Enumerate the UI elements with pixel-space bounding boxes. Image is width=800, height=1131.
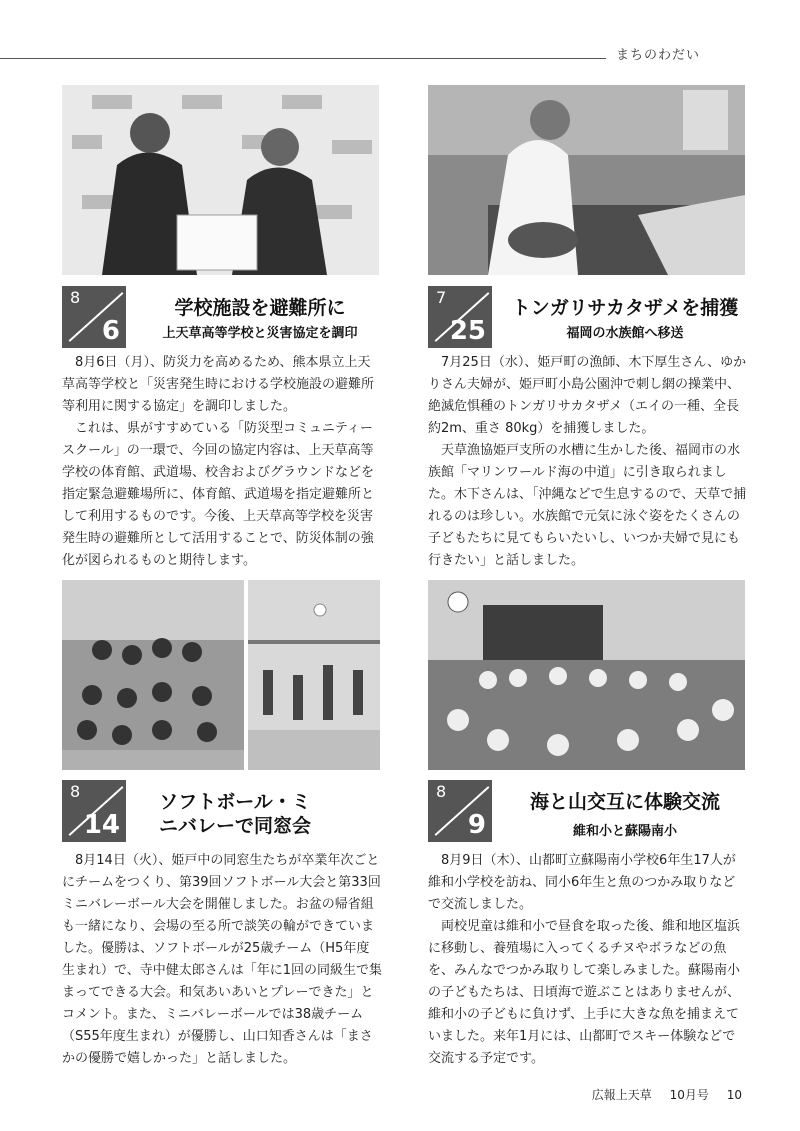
paragraph: 天草漁協姫戸支所の水槽に生かした後、福岡市の水族館「マリンワールド海の中道」に引き取られました。木下さんは、「沖縄などで生息するので、天草で捕れるのは珍しい。水族館で元気に泳ぐ姿をたくさんの子どもたちに見てもらいたいし、いつか夫婦で見にも行きたい」と話しました。 <box>428 443 747 568</box>
paragraph: 8月14日（火）、姫戸中の同窓生たちが卒業年次ごとにチームをつくり、第39回ソフトボール大会と第33回ミニバレーボール大会を開催しました。お盆の帰省組も一緒になり、会場の至る所で談笑の輪ができていました。優勝は、ソフトボールが25歳チーム（H5年度生まれ）で、寺中健太郎さんは「年に1回の同級生で集まってできる大会。和気あいあいとプレーできた」とコメント。また、ミニバレーボールでは38歳チーム（S55年度生まれ）が優勝し、山口知香さんは「まさかの優勝で嬉しかった」と話しました。 <box>62 853 383 1066</box>
page-footer <box>578 1086 742 1103</box>
article-subtitle: 維和小と蘇陽南小 <box>572 824 677 839</box>
article-body <box>62 850 382 1070</box>
page-number: 10 <box>726 1088 742 1102</box>
article-title: 学校施設を避難所に <box>174 297 346 319</box>
article-body <box>428 352 748 572</box>
article-title: ソフトボール・ミニバレーで同窓会 <box>158 791 311 837</box>
paragraph: 両校児童は維和小で昼食を取った後、維和地区塩浜に移動し、養殖場に入ってくるチヌやボラなどの魚を、みんなでつかみ取りして楽しみました。蘇陽南小の子どもたちは、日頃海で遊ぶことはありませんが、維和小の子どもに負けず、上手に大きな魚を捕まえていました。来年1月には、山都町でスキー体験などで交流する予定です。 <box>428 919 741 1066</box>
photo-fisherman-sawfish <box>428 85 745 275</box>
date-day: 9 <box>467 810 486 840</box>
paragraph: これは、県がすすめている「防災型コミュニティースクール」の一環で、今回の協定内容は、上天草高等学校の体育館、武道場、校舎およびグラウンドなどを指定緊急避難場所に、体育館、武道場を指定避難所として利用するものです。今後、上天草高等学校を災害発生時の避難所として活用することで、防災体制の強化が図られるものと期待します。 <box>62 421 375 568</box>
article-title: 海と山交互に体験交流 <box>529 791 720 813</box>
date-day: 14 <box>83 810 120 840</box>
date-month: 8 <box>70 782 81 801</box>
paragraph: 8月6日（月）、防災力を高めるため、熊本県立上天草高等学校と「災害発生時における学校施設の避難所等利用に関する協定」を調印しました。 <box>62 355 375 414</box>
article-body <box>62 352 382 572</box>
date-badge <box>428 286 492 348</box>
article-subtitle: 福岡の水族館へ移送 <box>566 326 684 341</box>
date-day: 25 <box>449 316 486 346</box>
photo-classroom-exchange <box>428 580 745 770</box>
paragraph: 8月9日（木）、山都町立蘇陽南小学校6年生17人が維和小学校を訪ね、同小6年生と魚のつかみ取りなどで交流しました。 <box>428 853 736 912</box>
header-rule-gap <box>710 54 800 63</box>
photo-softball-team <box>62 580 244 770</box>
date-badge <box>428 780 492 842</box>
date-month: 7 <box>436 288 447 307</box>
section-label: まちのわだい <box>606 44 710 63</box>
article-subtitle: 上天草高等学校と災害協定を調印 <box>162 326 358 341</box>
issue-label: 10月号 <box>669 1088 709 1102</box>
date-month: 8 <box>70 288 81 307</box>
photo-agreement-signing <box>62 85 379 275</box>
article-title: トンガリサカタザメを捕獲 <box>511 297 739 319</box>
date-badge <box>62 780 126 842</box>
date-day: 6 <box>101 316 120 346</box>
paragraph: 7月25日（水）、姫戸町の漁師、木下厚生さん、ゆかりさん夫婦が、姫戸町小島公園沖で刺し網の操業中、絶滅危惧種のトンガリサカタザメ（エイの一種、全長約2m、重さ 80kg）を捕獲しました。 <box>428 355 747 436</box>
publication-name: 広報上天草 <box>591 1088 652 1102</box>
photo-mini-volleyball <box>248 580 380 770</box>
date-badge <box>62 286 126 348</box>
article-body <box>428 850 748 1070</box>
date-month: 8 <box>436 782 447 801</box>
